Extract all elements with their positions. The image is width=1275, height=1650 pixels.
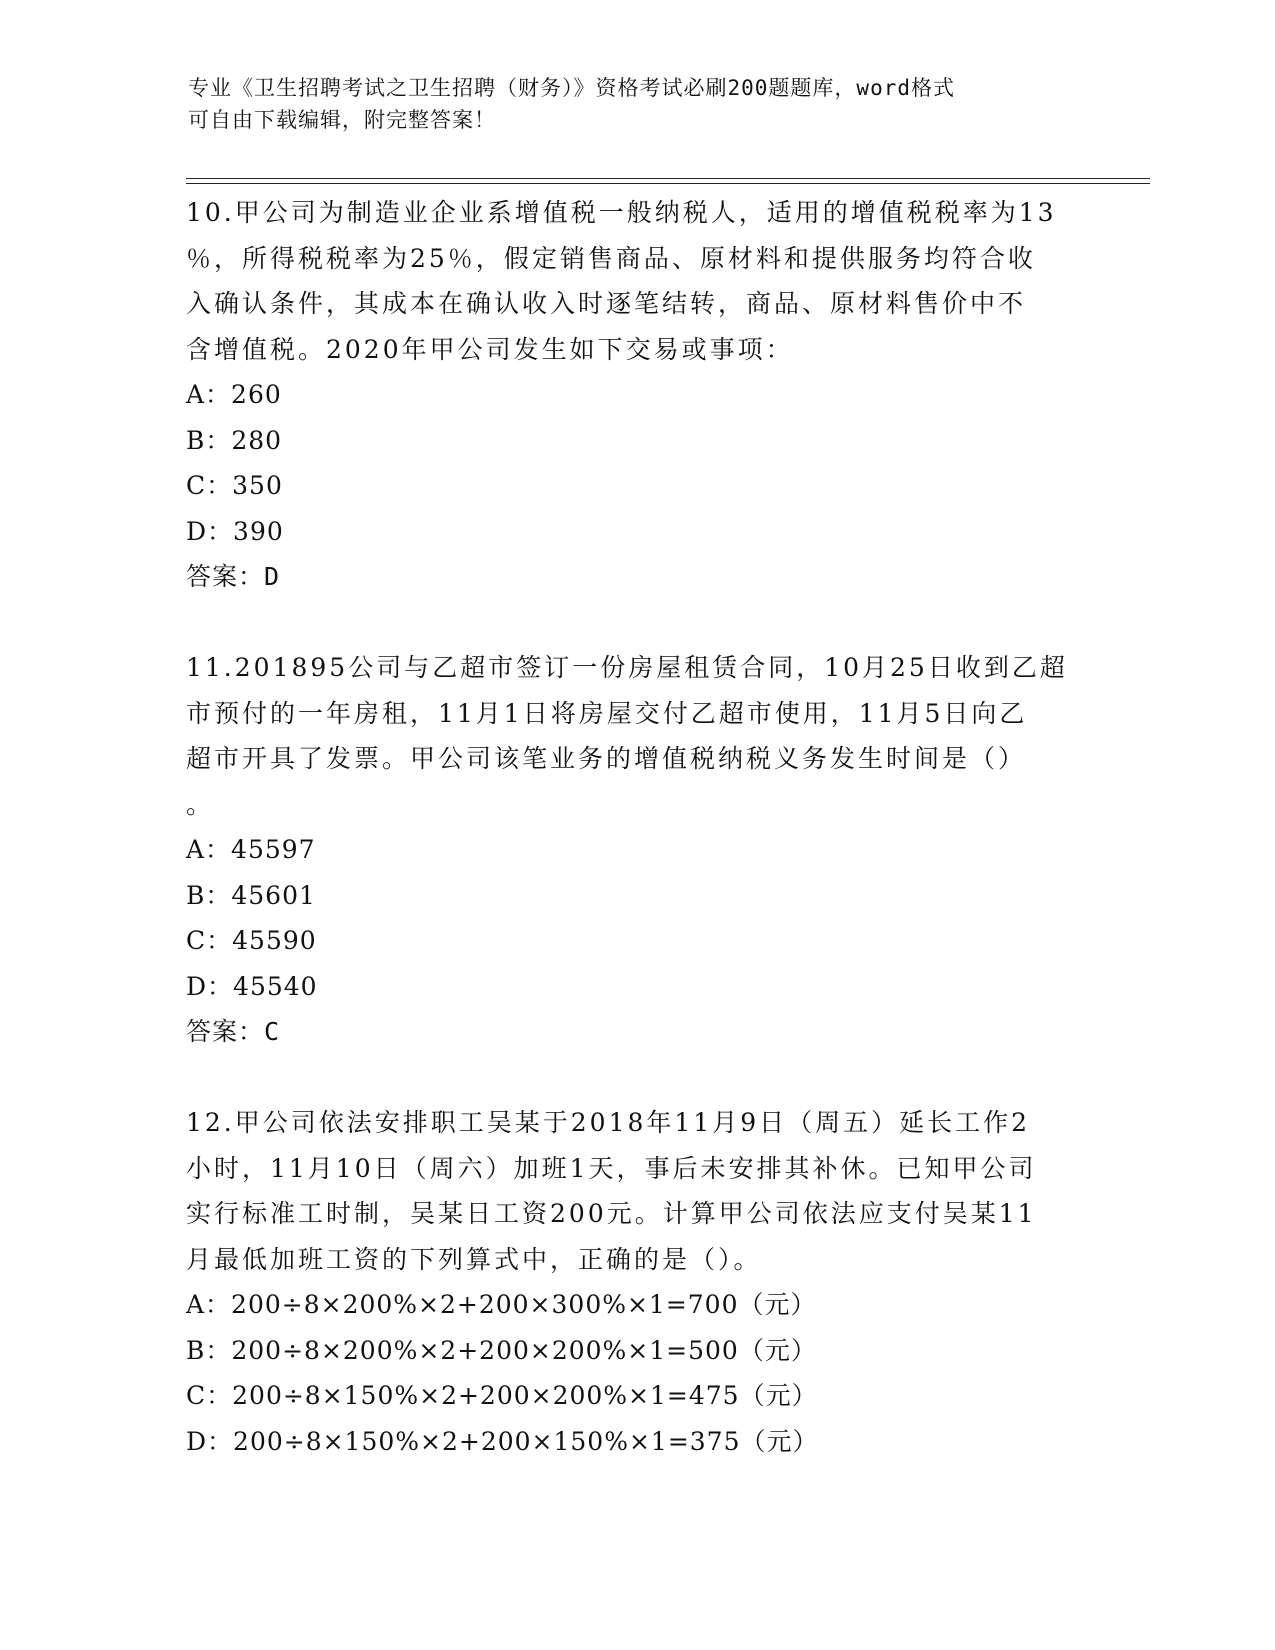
header-divider-top (186, 178, 1150, 179)
header-line-1: 专业《卫生招聘考试之卫生招聘（财务）》资格考试必刷200题题库，word格式 (188, 76, 955, 100)
option-a: A：45597 (186, 835, 316, 864)
question-stem (186, 190, 1086, 372)
question-10 (186, 190, 1086, 600)
stem-line: 12.甲公司依法安排职工吴某于2018年11月9日（周五）延长工作2 (186, 1108, 1031, 1137)
document-header (188, 72, 1088, 136)
question-11 (186, 645, 1086, 1055)
stem-line: 超市开具了发票。甲公司该笔业务的增值税纳税义务发生时间是（） (186, 744, 1027, 773)
option-a: A：200÷8×200%×2+200×300%×1=700（元） (186, 1290, 817, 1319)
stem-line: 实行标准工时制，吴某日工资200元。计算甲公司依法应支付吴某11 (186, 1199, 1037, 1228)
stem-line: 含增值税。2020年甲公司发生如下交易或事项： (186, 334, 794, 364)
stem-line: 市预付的一年房租，11月1日将房屋交付乙超市使用，11月5日向乙 (186, 698, 1028, 728)
answer: 答案：D (186, 562, 281, 591)
option-c: C：200÷8×150%×2+200×200%×1=475（元） (186, 1381, 818, 1410)
option-c: C：45590 (186, 926, 317, 955)
stem-line: 。 (186, 789, 215, 819)
stem-line: 入确认条件，其成本在确认收入时逐笔结转，商品、原材料售价中不 (186, 289, 1027, 318)
option-d: D：200÷8×150%×2+200×150%×1=375（元） (186, 1426, 819, 1456)
stem-line: 小时，11月10日（周六）加班1天，事后未安排其补休。已知甲公司 (186, 1153, 1037, 1183)
question-stem (186, 1100, 1086, 1282)
option-c: C：350 (186, 471, 283, 500)
option-d: D：45540 (186, 971, 318, 1001)
question-12 (186, 1100, 1086, 1464)
option-b: B：200÷8×200%×2+200×200%×1=500（元） (186, 1335, 817, 1365)
option-d: D：390 (186, 516, 284, 546)
option-b: B：45601 (186, 880, 316, 910)
stem-line: 10.甲公司为制造业企业系增值税一般纳税人，适用的增值税税率为13 (186, 198, 1057, 227)
header-divider-bottom (186, 183, 1150, 184)
header-line-2: 可自由下载编辑，附完整答案！ (188, 108, 496, 132)
stem-line: ％，所得税税率为25％，假定销售商品、原材料和提供服务均符合收 (186, 243, 1036, 273)
stem-line: 11.201895公司与乙超市签订一份房屋租赁合同，10月25日收到乙超 (186, 653, 1068, 682)
option-a: A：260 (186, 380, 282, 409)
stem-line: 月最低加班工资的下列算式中，正确的是（）。 (186, 1244, 762, 1274)
option-b: B：280 (186, 425, 283, 455)
answer: 答案：C (186, 1017, 281, 1046)
question-stem (186, 645, 1086, 827)
